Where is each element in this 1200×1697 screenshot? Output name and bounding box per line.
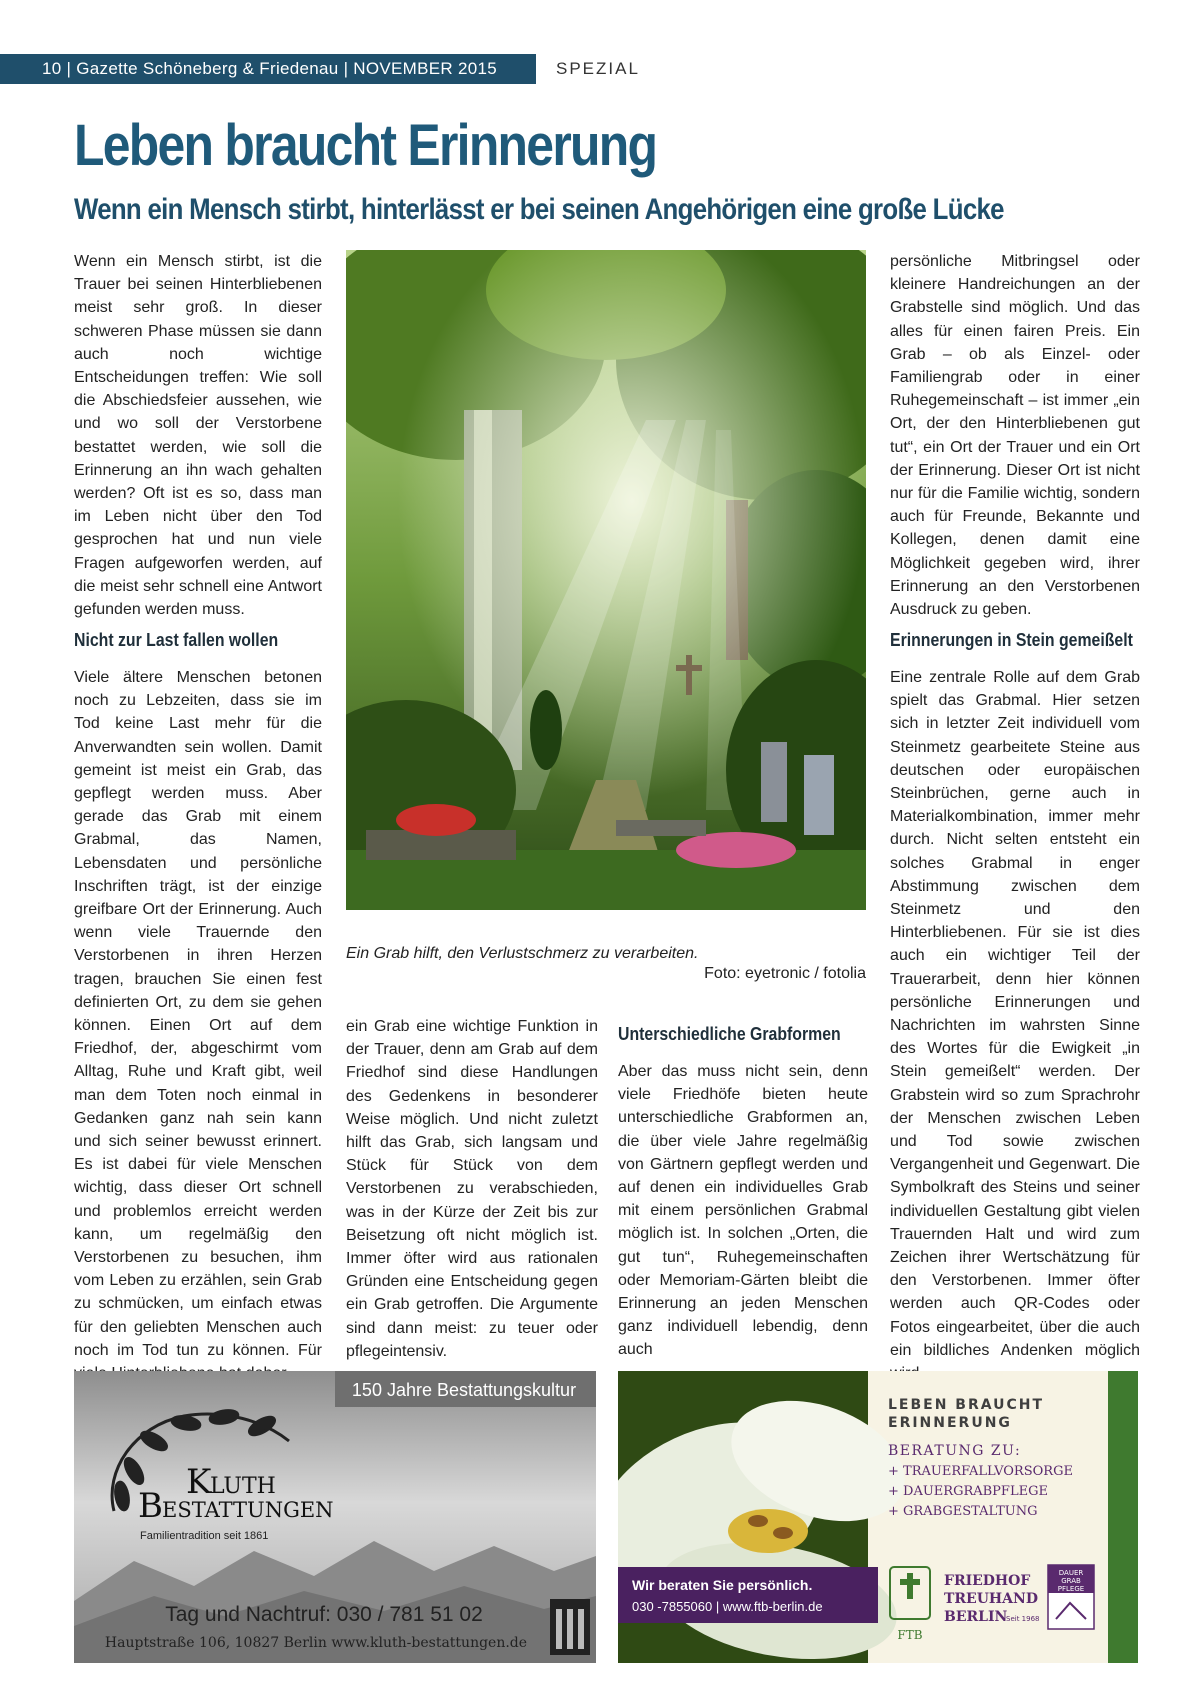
logo-letter-b: B	[138, 1486, 163, 1526]
cemetery-photo	[346, 250, 866, 910]
ftb-brand-1: FRIEDHOF	[944, 1573, 1031, 1589]
kluth-ad	[74, 1371, 596, 1663]
logo-luth: LUTH	[210, 1474, 276, 1499]
ftb-brand-2: TREUHAND	[944, 1591, 1038, 1607]
section-label: SPEZIAL	[556, 59, 640, 78]
ftb-beratung: BERATUNG ZU:	[888, 1443, 1022, 1459]
ftb-contact-2: 030 -7855060 | www.ftb-berlin.de	[632, 1599, 823, 1614]
photo-caption: Ein Grab hilft, den Verlustschmerz zu verarbeiten.	[346, 945, 699, 962]
subhead-stein: Erinnerungen in Stein gemeißelt	[890, 630, 1133, 650]
dauergrabpflege-badge	[1048, 1565, 1094, 1629]
ftb-brand-3: BERLIN	[944, 1609, 1008, 1625]
ftb-contact-1: Wir beraten Sie persönlich.	[632, 1577, 813, 1593]
last-paragraph: Viele ältere Menschen betonen noch zu Lebzeiten, dass sie im Tod keine Last mehr für die Anverwandten sein wollen. Damit gemeint ist meist ein Grab, das gepflegt werden muss. Aber gerade das Grab mit einem Grabmal, das Namen, Lebensdaten und persönliche Inschriften trägt, ist der einzige greifbare Ort der Erinnerung. Auch wenn viele Trauernde den Verstorbenen in ihren Herzen tragen, brauchen Sie einen fest definierten Ort, zu dem sie gehen können. Einen Ort auf dem Friedhof, der, abgeschirmt vom Alltag, Ruhe und Kraft gibt, weil man dem Toten noch einmal in Gedanken ganz nah sein kann und sich seiner bewusst erinnert. Es ist dabei für viele Menschen wichtig, dass dieser Ort schnell und problemlos erreicht werden kann, um regelmäßig den Verstorbenen zu besuchen, ihm vom Leben zu erzählen, sein Grab zu schmücken, um einfach etwas für den geliebten Menschen auch noch im Tod tun zu können. Für	[74, 669, 322, 1359]
badge-line-2: GRAB	[1061, 1577, 1081, 1585]
right-top-paragraph: persönliche Mitbringsel oder kleinere Handreichungen an der Grabstelle sind möglich. Und das alles für einen fairen Preis. Ein Grab – ob als Einzel- oder Familiengrab oder in einer Ruhegemeinschaft – ist immer „ein Ort, der den Hinterbliebenen gut tut“, ein Ort der Trauer und ein Ort der Erinnerung. Dieser Ort ist nicht nur für die Familie wichtig, sondern auch für Freunde, Bekannte und Kollegen, denen damit eine Möglichkeit gegeben wird, ihrer Erinnerung an den Verstorbenen Ausdruck zu geben.	[890, 253, 1140, 619]
middle-paragraph: ein Grab eine wichtige Funktion in der Trauer, denn am Grab auf dem Friedhof sind diese Handlungen des Gedenkens in besonderer Weise möglich. Und nicht zuletzt hilft das Grab, sich langsam und Stück für Stück von dem Verstorbenen zu verabschieden, was in der Kürze der Zeit bis zur Beisetzung oft nicht möglich ist. Immer öfter wird aus rationalen Gründen eine Entscheidung gegen ein Grab getroffen. Die Argumente sind dann meist: zu teuer oder pflegeintensiv.	[346, 1018, 598, 1360]
page-info: 10 | Gazette Schöneberg & Friedenau | NOVEMBER 2015	[0, 54, 536, 84]
photo-caption-block	[346, 945, 866, 983]
ftb-initials: FTB	[897, 1628, 923, 1642]
ftb-ad	[618, 1371, 1138, 1663]
badge-line-3: PFLEGE	[1057, 1585, 1085, 1593]
badge-line-1: DAUER	[1058, 1569, 1084, 1577]
ftb-service-3: + GRABGESTALTUNG	[888, 1504, 1038, 1519]
kluth-tradition: Familientradition seit 1861	[140, 1530, 269, 1542]
page-header	[0, 54, 1200, 84]
stein-paragraph: Eine zentrale Rolle auf dem Grab spielt das Grabmal. Hier setzen sich in letzter Zeit individuell vom Steinmetz gearbeitete Steine aus deutschen oder europäischen Steinbrüchen, gerne auch in Materialkombination, immer mehr durch. Nicht selten entsteht ein solches Grabmal in enger Abstimmung zwischen dem Steinmetz und den Hinterbliebenen. Für sie ist dies auch ein wichtiger Teil der Trauerarbeit, denn hier können persönliche Erinnerungen und Nachrichten im wahrsten Sinne des Wortes für die Ewigkeit „in Stein gemeißelt“ werden. Der Grabstein wird so zum Sprachrohr der Menschen zwischen Leben und Tod sowie zwischen Vergangenheit und Gegenwart. Die Symbolkraft des Steins und seiner individuellen Gestaltung gibt vielen Trauernden Halt und wird zum Zeichen ihrer Wertschätzung für den Verstorbenen. Immer öfter werden auch QR-Codes oder Fotos eingearbeitet, über die auch ein bildliches Andenken möglich	[890, 669, 1140, 1359]
subhead-grabformen: Unterschiedliche Grabformen	[618, 1024, 841, 1044]
article-headline: Leben braucht Erinnerung	[74, 113, 657, 178]
building-icon	[550, 1599, 590, 1655]
intro-paragraph: Wenn ein Mensch stirbt, ist die Trauer bei seinen Hinterbliebenen meist sehr groß. In dieser schweren Phase müssen sie dann auch noch wichtige Entscheidungen treffen: Wie soll die Abschiedsfeier aussehen, wie und wo soll der Verstorbene bestattet werden, wie soll die Erinnerung an ihn wach gehalten werden? Oft ist es so, dass man im Leben nicht über den Tod gesprochen hat und nun viele Fragen aufgeworfen werden, auf die meist sehr schnell eine Antwort gefunden werden muss.	[74, 253, 322, 619]
grabformen-paragraph: Aber das muss nicht sein, denn viele Friedhöfe bieten heute unterschiedliche Grabformen an, die über viele Jahre regelmäßig von Gärtnern gepflegt werden und auf denen ein individuelles Grab mit einem persönlichen Grabmal möglich ist. In solchen „Orten, die gut tun“, Ruhegemeinschaften oder Memoriam-Gärten bleibt die Erinnerung an jeden Menschen ganz individuell lebendig, denn auch	[618, 1063, 868, 1359]
kluth-address: Hauptstraße 106, 10827 Berlin www.kluth-bestattungen.de	[104, 1635, 528, 1651]
kluth-tagline: 150 Jahre Bestattungskultur	[351, 1380, 577, 1400]
ftb-title-2: ERINNERUNG	[888, 1415, 1012, 1431]
right-column-bottom	[890, 666, 1140, 1385]
middle-column	[346, 1015, 598, 1363]
photo-credit: Foto: eyetronic / fotolia	[704, 965, 866, 982]
ftb-service-1: + TRAUERFALLVORSORGE	[888, 1464, 1073, 1479]
right-column-top	[890, 250, 1140, 621]
logo-estattungen: ESTATTUNGEN	[162, 1498, 334, 1522]
ftb-since: Seit 1968	[1006, 1615, 1040, 1623]
article-subheadline: Wenn ein Mensch stirbt, hinterlässt er bei seinen Angehörigen eine große Lücke	[74, 193, 1004, 226]
subhead-last: Nicht zur Last fallen wollen	[74, 630, 279, 650]
left-column	[74, 666, 322, 1385]
intro-column	[74, 250, 322, 621]
ftb-service-2: + DAUERGRABPFLEGE	[888, 1484, 1048, 1499]
kluth-phone: Tag und Nachtruf: 030 / 781 51 02	[165, 1603, 483, 1626]
logo-letter-k: K	[186, 1462, 212, 1502]
grabformen-column	[618, 1060, 868, 1362]
ftb-title-1: LEBEN BRAUCHT	[888, 1397, 1045, 1413]
